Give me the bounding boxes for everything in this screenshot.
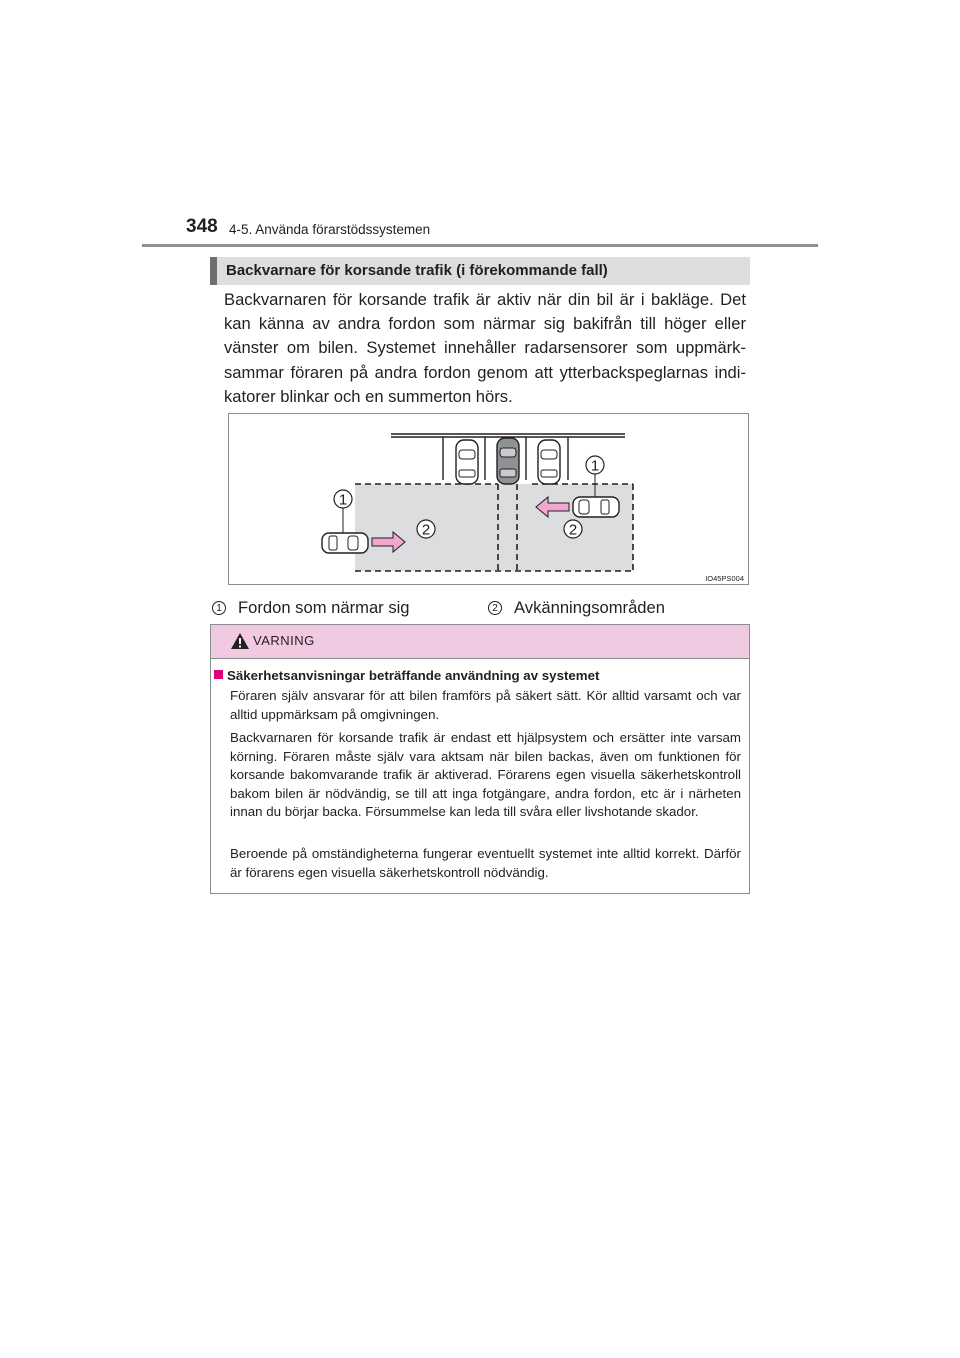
section-heading-bar <box>210 257 750 285</box>
warning-paragraph-2: Backvarnaren för korsande trafik är endast ett hjälpsystem och ersätter inte varsam körning. Föraren måste själv vara aktsam när bilen backas, även om funktionen för korsande bakomvarande trafik är aktiverad. Förarens egen visuella säkerhetskontroll bakom bilen är nödvändig, se till att inga fotgängare, andra fordon, etc är i närheten innan du börjar backa. Försummelse kan leda till svåra eller livshotande skador. <box>230 730 741 820</box>
legend-text: Fordon som närmar sig <box>238 598 410 617</box>
approaching-car-left <box>322 533 368 553</box>
section-body-text: Backvarnaren för korsande trafik är aktiv när din bil är i bakläge. Det kan känna av andra fordon som närmar sig bakifrån till höger eller vänster om bilen. Systemet innehåller radarsensorer som uppmärksammar föraren på andra fordon genom att ytterbackspeglarnas indikatorer blinkar och en summerton hörs. <box>224 290 746 406</box>
warning-heading-text: Säkerhetsanvisningar beträffande användning av systemet <box>227 668 600 683</box>
page-number: 348 <box>186 216 218 237</box>
section-accent <box>210 257 217 285</box>
page-header <box>0 216 960 246</box>
legend-number: 1 <box>212 601 226 615</box>
warning-paragraph-3: Beroende på omständigheterna fungerar eventuellt systemet inte alltid korrekt. Därför är förarens egen visuella säkerhetskontroll nödvändig. <box>230 846 741 880</box>
callout-2-left: 2 <box>421 521 431 539</box>
warning-label: VARNING <box>253 633 315 648</box>
own-car <box>497 438 519 484</box>
warning-triangle-icon <box>230 632 250 650</box>
warning-box <box>210 624 750 894</box>
header-divider <box>142 244 818 247</box>
warning-heading <box>214 668 599 683</box>
warning-header <box>211 625 749 659</box>
parked-car-1 <box>456 440 478 484</box>
callout-1-right: 1 <box>590 457 600 475</box>
callout-2-right: 2 <box>568 521 578 539</box>
rcta-diagram-svg <box>229 414 748 584</box>
legend-number: 2 <box>488 601 502 615</box>
warning-paragraph-1: Föraren själv ansvarar för att bilen framförs på säkert sätt. Kör alltid varsamt och var alltid uppmärksam på omgivningen. <box>230 688 741 722</box>
section-title: Backvarnare för korsande trafik (i förekommande fall) <box>226 262 608 279</box>
square-bullet-icon <box>214 670 223 679</box>
legend-item-1 <box>212 598 410 618</box>
legend-text: Avkänningsområden <box>514 598 665 617</box>
parked-car-3 <box>538 440 560 484</box>
figure-code: IO45PS004 <box>705 574 744 583</box>
rcta-diagram <box>228 413 749 585</box>
callout-1-left: 1 <box>338 491 348 509</box>
chapter-title: 4-5. Använda förarstödssystemen <box>229 222 431 237</box>
legend-item-2 <box>488 598 665 618</box>
approaching-car-right <box>573 497 619 517</box>
